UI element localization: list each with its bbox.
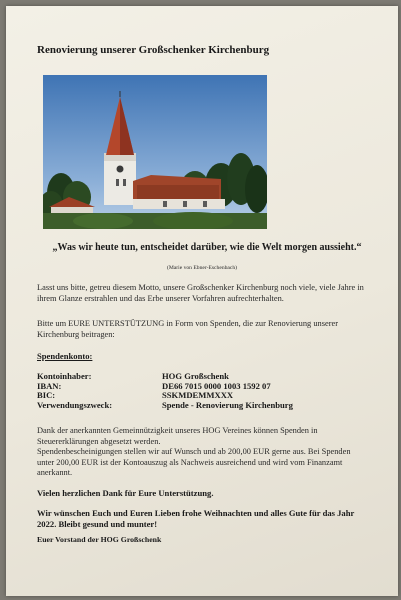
account-value: HOG Großschenk bbox=[162, 371, 229, 381]
account-details bbox=[37, 372, 337, 410]
paragraph-support-request: Bitte um EURE UNTERSTÜTZUNG in Form von Spenden, die zur Renovierung unserer Kirchenburg beitragen: bbox=[37, 319, 338, 339]
paragraph-tax: Dank der anerkannten Gemeinnützigkeit unseres HOG Vereines können Spenden in Steuererklärungen abgesetzt werden. bbox=[37, 426, 318, 446]
church-illustration bbox=[43, 75, 267, 229]
account-label: Kontoinhaber: bbox=[37, 371, 92, 381]
document-sheet bbox=[6, 6, 398, 596]
thanks-text: Vielen herzlichen Dank für Eure Unterstützung. bbox=[37, 488, 214, 498]
account-label: IBAN: bbox=[37, 380, 62, 391]
paragraph-motto: Lasst uns bitte, getreu diesem Motto, unsere Großschenker Kirchenburg noch viele, viele Jahre in ihrem Glanze erstrahlen und das Erbe unserer Vorfahren aufrechterhalten. bbox=[37, 283, 364, 303]
account-value: Spende - Renovierung Kirchenburg bbox=[162, 399, 293, 410]
wishes-text: Wir wünschen Euch und Euren Lieben frohe Weihnachten und alles Gute für das Jahr 2022. Bleibt gesund und munter! bbox=[37, 508, 355, 529]
account-label: Verwendungszweck: bbox=[37, 399, 113, 410]
account-value: DE66 7015 0000 1003 1592 07 bbox=[162, 380, 271, 391]
church-photo bbox=[43, 75, 267, 229]
account-label: BIC: bbox=[37, 390, 56, 401]
account-value: SSKMDEMMXXX bbox=[162, 390, 234, 401]
signature: Euer Vorstand der HOG Großschenk bbox=[37, 535, 162, 544]
account-row bbox=[37, 401, 337, 411]
page-title: Renovierung unserer Großschenker Kirchenburg bbox=[37, 44, 270, 56]
account-heading: Spendenkonto: bbox=[37, 351, 93, 361]
paragraph-receipts: Spendenbescheinigungen stellen wir auf Wunsch und ab 200,00 EUR gerne aus. Bei Spenden unter 200,00 EUR ist der Kontoauszug als Nachweis ausreichend und wird vom Finanzamt anerkannt. bbox=[37, 447, 351, 477]
quote: „Was wir heute tun, entscheidet darüber, wie die Welt morgen aussieht.“ bbox=[52, 242, 362, 253]
quote-author: (Marie von Ebner-Eschenbach) bbox=[166, 265, 238, 271]
